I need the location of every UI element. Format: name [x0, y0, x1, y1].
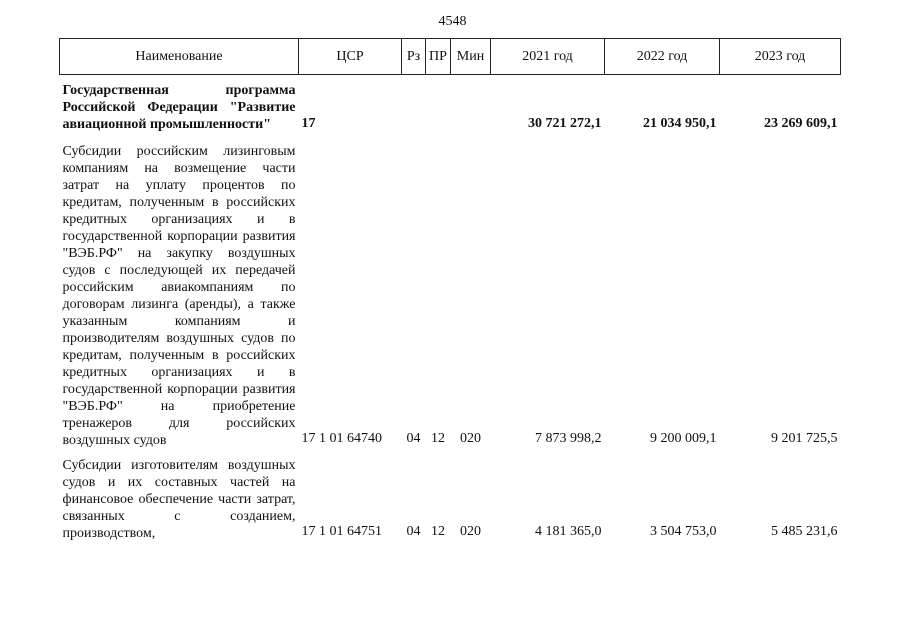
row-amount-2021: 4 181 365,0 — [535, 524, 602, 539]
row-min — [451, 75, 491, 136]
row-rz: 04 — [406, 431, 421, 446]
row-amount-2021: 7 873 998,2 — [535, 431, 602, 446]
row-name: Субсидии российским лизинговым компаниям на возмещение части затрат на уплату процентов по кредитам, полученным в российских кредитных организациях и в государственной корпорации развития "ВЭБ.РФ" на закупку воздушных судов с последующей их передачей российским авиакомпаниям по договорам лизинга (аренды), а также указанным компаниям и производителям воздушных судов по кредитам, полученным в российских кредитных организациях и в государственной корпорации развития "ВЭБ.РФ" на приобретение тренажеров для российских воздушных судов — [62, 144, 296, 448]
header-2023: 2023 год — [720, 39, 841, 75]
row-rz: 04 — [406, 524, 421, 539]
header-pr: ПР — [426, 39, 451, 75]
row-pr: 12 — [431, 431, 445, 446]
row-amount-2023: 5 485 231,6 — [771, 524, 838, 539]
row-amount-2023: 23 269 609,1 — [764, 116, 838, 131]
header-2021: 2021 год — [491, 39, 605, 75]
row-amount-2021: 30 721 272,1 — [528, 116, 602, 131]
page-number: 4548 — [438, 14, 467, 29]
row-min: 020 — [460, 431, 481, 446]
row-rz — [402, 75, 426, 136]
row-csr: 17 1 01 64751 — [301, 524, 382, 539]
header-csr: ЦСР — [299, 39, 402, 75]
table-row — [60, 135, 841, 449]
row-pr: 12 — [431, 524, 445, 539]
header-name: Наименование — [60, 39, 299, 75]
row-pr — [426, 75, 451, 136]
table-row-program — [60, 75, 841, 136]
row-amount-2022: 9 200 009,1 — [650, 431, 717, 446]
row-csr: 17 — [301, 116, 316, 131]
row-amount-2022: 21 034 950,1 — [643, 116, 717, 131]
header-rz: Рз — [402, 39, 426, 75]
header-min: Мин — [451, 39, 491, 75]
row-amount-2022: 3 504 753,0 — [650, 524, 717, 539]
header-2022: 2022 год — [605, 39, 720, 75]
header-row — [60, 39, 841, 75]
row-min: 020 — [460, 524, 481, 539]
table-row — [60, 449, 841, 542]
row-name: Государственная программа Российской Федерации "Развитие авиационной промышленности" — [62, 83, 296, 132]
row-name: Субсидии изготовителям воздушных судов и их составных частей на финансовое обеспечение части затрат, связанных с созданием, производством, — [62, 458, 296, 541]
budget-table — [59, 38, 841, 542]
row-csr: 17 1 01 64740 — [301, 431, 382, 446]
row-amount-2023: 9 201 725,5 — [771, 431, 838, 446]
